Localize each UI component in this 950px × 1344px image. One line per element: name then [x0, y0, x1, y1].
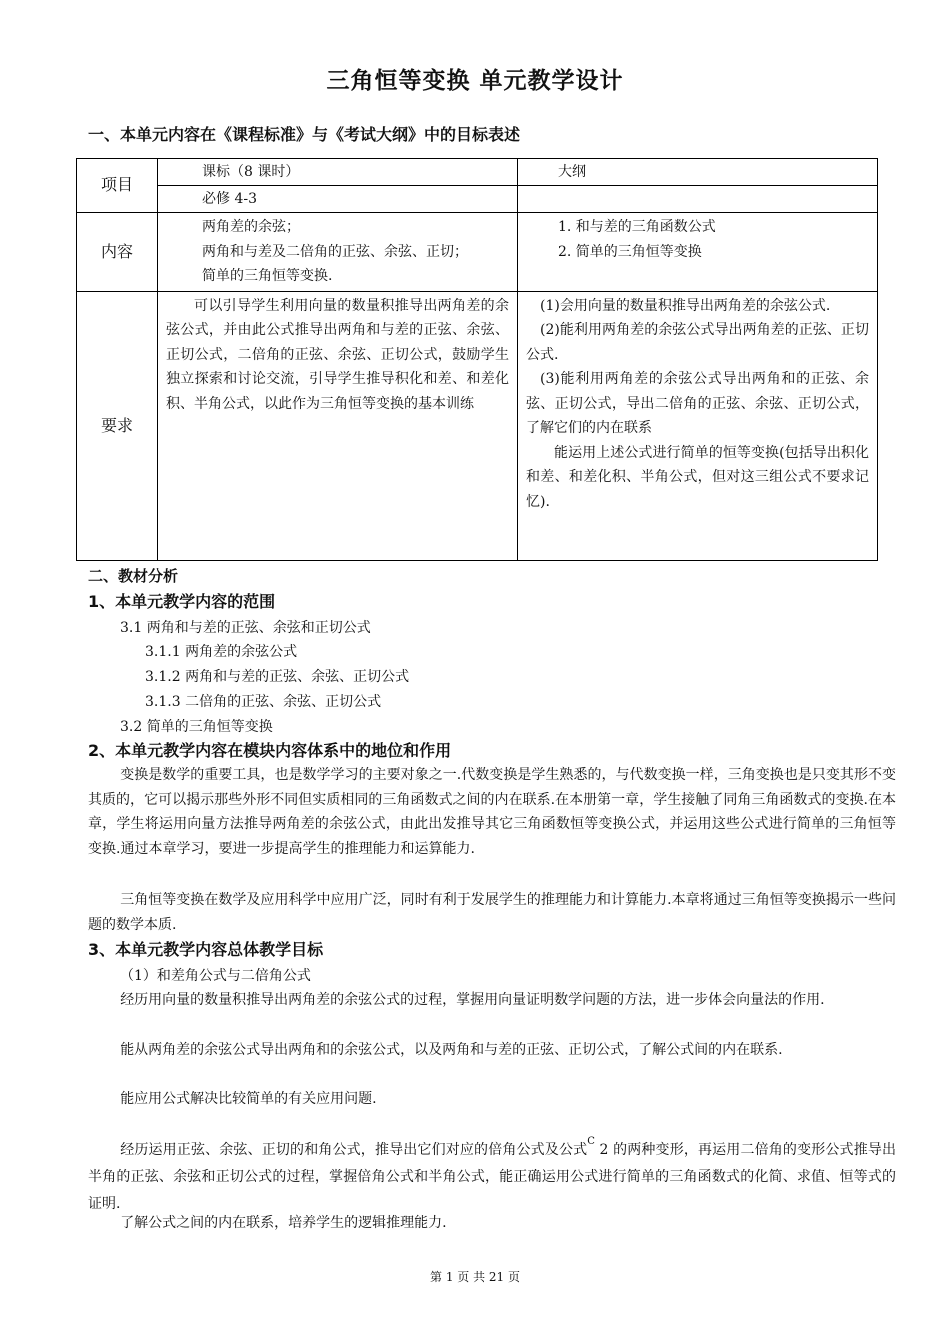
row-label-item: 项目 — [77, 159, 158, 213]
goal-paragraph: 能从两角差的余弦公式导出两角和的余弦公式，以及两角和与差的正弦、正切公式，了解公式间的内在联系. — [120, 1042, 783, 1058]
section-1-heading: 一、本单元内容在《课程标准》与《考试大纲》中的目标表述 — [88, 125, 521, 144]
req-outline-cell — [518, 291, 878, 561]
subsection-2-heading: 2、本单元教学内容在模块内容体系中的地位和作用 — [88, 741, 452, 760]
scope-item: 3.1.2 两角和与差的正弦、余弦、正切公式 — [145, 669, 410, 685]
scope-item: 3.1 两角和与差的正弦、余弦和正切公式 — [120, 620, 371, 636]
content-outline-line: 1. 和与差的三角函数公式 — [558, 219, 716, 235]
goal-paragraph-formula: 经历运用正弦、余弦、正切的和角公式，推导出它们对应的倍角公式及公式$^C$ 2 的两种变形，再运用二倍角的变形公式推导出半角的正弦、余弦和正切公式的过程，掌握倍角公式和半角公式，能正确运用公式进行简单的三角函数式的化简、求值、恒等式的证明. — [88, 1136, 897, 1212]
section-2-heading: 二、教材分析 — [88, 567, 179, 585]
header-outline: 大纲 — [518, 159, 878, 186]
scope-item: 3.2 简单的三角恒等变换 — [120, 719, 273, 735]
subsection-3-heading: 3、本单元教学内容总体教学目标 — [88, 940, 324, 959]
content-outline-cell — [518, 213, 878, 292]
subsection-1-heading: 1、本单元教学内容的范围 — [88, 592, 276, 611]
header-standard: 课标（8 课时） — [158, 159, 518, 186]
role-paragraph: 变换是数学的重要工具，也是数学学习的主要对象之一.代数变换是学生熟悉的，与代数变换一样，三角变换也是只变其形不变其质的，它可以揭示那些外形不同但实质相同的三角函数式之间的内在联系.在本册第一章，学生接触了同角三角函数式的变换.在本章，学生将运用向量方法推导两角差的余弦公式，由此出发推导其它三角函数恒等变换公式，并运用这些公式进行简单的三角恒等变换.通过本章学习，要进一步提高学生的推理能力和运算能力. — [88, 767, 896, 857]
scope-item: 3.1.3 二倍角的正弦、余弦、正切公式 — [145, 694, 382, 710]
row-label-content: 内容 — [77, 213, 158, 292]
content-standard-line: 两角和与差及二倍角的正弦、余弦、正切； — [202, 243, 468, 260]
content-standard-cell — [158, 213, 518, 292]
page-footer: 第 1 页 共 21 页 — [430, 1270, 520, 1284]
goal-paragraph: 了解公式之间的内在联系，培养学生的逻辑推理能力. — [120, 1215, 447, 1231]
scope-item: 3.1.1 两角差的余弦公式 — [145, 644, 298, 660]
req-standard-cell — [158, 291, 518, 561]
req-outline-line: (1)会用向量的数量积推导出两角差的余弦公式. — [540, 297, 831, 314]
content-outline-line: 2. 简单的三角恒等变换 — [558, 243, 702, 260]
document-title: 三角恒等变换 单元教学设计 — [326, 68, 624, 94]
empty-cell — [518, 186, 878, 213]
req-standard-text: 可以引导学生利用向量的数量积推导出两角差的余弦公式，并由此公式推导出两角和与差的正弦、余弦、正切公式，二倍角的正弦、余弦、正切公式，鼓励学生独立探索和讨论交流，引导学生推导积化和差、和差化积、半角公式，以此作为三角恒等变换的基本训练 — [166, 297, 509, 412]
content-standard-line: 两角差的余弦； — [202, 219, 300, 235]
row-label-requirement: 要求 — [77, 291, 158, 561]
goal-paragraph: 能应用公式解决比较简单的有关应用问题. — [120, 1091, 377, 1107]
req-outline-line: 能运用上述公式进行简单的恒等变换(包括导出积化和差、和差化积、半角公式，但对这三组公式不要求记忆). — [526, 444, 869, 510]
formula-symbol: C — [587, 1136, 595, 1147]
req-outline-line: (2)能利用两角差的余弦公式导出两角差的正弦、正切公式. — [526, 322, 869, 363]
textbook-cell: 必修 4-3 — [158, 186, 518, 213]
goal-item-heading: （1）和差角公式与二倍角公式 — [120, 968, 311, 984]
role-paragraph: 三角恒等变换在数学及应用科学中应用广泛，同时有利于发展学生的推理能力和计算能力.本章将通过三角恒等变换揭示一些问题的数学本质. — [88, 892, 896, 933]
goal-paragraph: 经历用向量的数量积推导出两角差的余弦公式的过程，掌握用向量证明数学问题的方法，进一步体会向量法的作用. — [120, 992, 825, 1008]
req-outline-line: (3)能利用两角差的余弦公式导出两角和的正弦、余弦、正切公式，导出二倍角的正弦、余弦、正切公式，了解它们的内在联系 — [526, 371, 869, 436]
formula-subscript: 2 — [599, 1142, 609, 1158]
content-standard-line: 简单的三角恒等变换. — [202, 268, 333, 284]
goals-table — [76, 158, 878, 561]
